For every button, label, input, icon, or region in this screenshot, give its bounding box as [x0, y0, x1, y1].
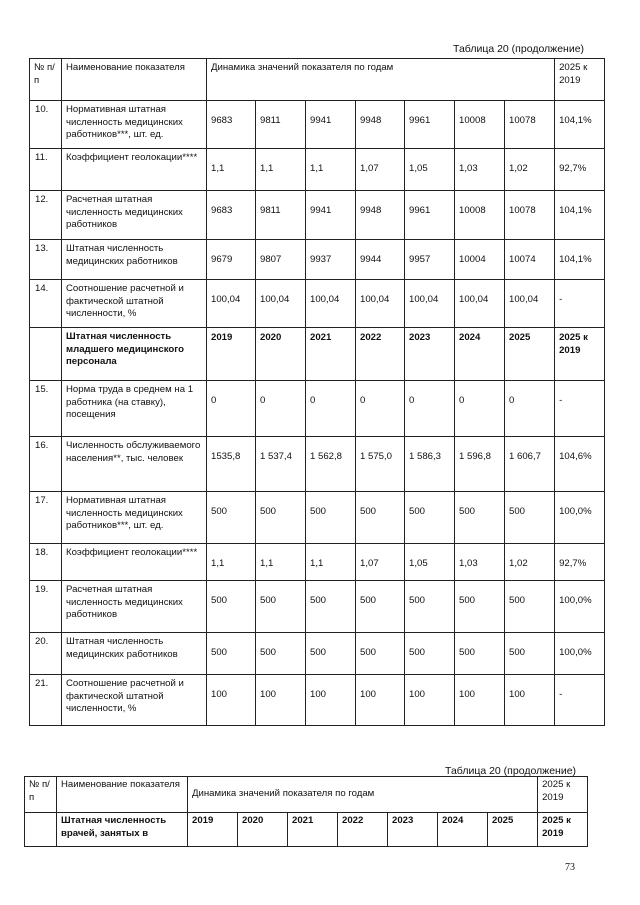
row-value: 9683: [207, 101, 256, 149]
row-ratio: 100,0%: [555, 633, 605, 675]
row-value: 9961: [405, 191, 455, 240]
ratio-header: 2025 к 2019: [555, 328, 605, 381]
row-value: 1 575,0: [356, 437, 405, 492]
row-index: 19.: [30, 581, 62, 633]
year-header: 2020: [256, 328, 306, 381]
row-value: 500: [455, 492, 505, 544]
row-index: 17.: [30, 492, 62, 544]
year-header: 2023: [405, 328, 455, 381]
row-value: 1,1: [306, 544, 356, 581]
row-value: 100,04: [207, 280, 256, 328]
row-index: [25, 813, 57, 847]
row-ratio: -: [555, 675, 605, 726]
year-header: 2024: [438, 813, 488, 847]
row-value: 500: [455, 581, 505, 633]
year-header: 2025: [505, 328, 555, 381]
row-value: 100: [306, 675, 356, 726]
row-value: 1,1: [256, 149, 306, 191]
page-number: 73: [565, 862, 575, 873]
row-name: Нормативная штатная численность медицинских работников***, шт. ед.: [62, 492, 207, 544]
row-value: 1,1: [207, 544, 256, 581]
row-value: 9811: [256, 101, 306, 149]
year-header: 2019: [188, 813, 238, 847]
row-value: 1,02: [505, 149, 555, 191]
row-value: 10008: [455, 191, 505, 240]
row-value: 9811: [256, 191, 306, 240]
row-value: 0: [356, 381, 405, 437]
table-row: [30, 149, 605, 191]
row-value: 10078: [505, 191, 555, 240]
row-name: Соотношение расчетной и фактической штатной численности, %: [62, 675, 207, 726]
row-name: Расчетная штатная численность медицинских работников: [62, 191, 207, 240]
row-value: 0: [505, 381, 555, 437]
table-row: [30, 492, 605, 544]
row-ratio: -: [555, 280, 605, 328]
table-row: [30, 544, 605, 581]
row-value: 1,1: [207, 149, 256, 191]
row-ratio: 92,7%: [555, 544, 605, 581]
row-name: Расчетная штатная численность медицинских работников: [62, 581, 207, 633]
table-row: [30, 633, 605, 675]
year-header: 2021: [288, 813, 338, 847]
row-value: 1,03: [455, 149, 505, 191]
year-header: 2022: [356, 328, 405, 381]
row-ratio: 104,1%: [555, 240, 605, 280]
row-value: 100: [356, 675, 405, 726]
header-dynamics: Динамика значений показателя по годам: [207, 59, 555, 101]
row-index: 15.: [30, 381, 62, 437]
row-value: 500: [455, 633, 505, 675]
row-value: 1 596,8: [455, 437, 505, 492]
table-row: [30, 675, 605, 726]
header-num: № п/п: [25, 777, 57, 813]
row-value: 1,05: [405, 149, 455, 191]
table-row: [30, 437, 605, 492]
row-ratio: 92,7%: [555, 149, 605, 191]
row-index: 11.: [30, 149, 62, 191]
row-value: 100: [405, 675, 455, 726]
row-value: 500: [306, 492, 356, 544]
row-value: 1,07: [356, 149, 405, 191]
row-value: 0: [405, 381, 455, 437]
row-value: 1,03: [455, 544, 505, 581]
row-value: 500: [505, 581, 555, 633]
row-value: 500: [207, 492, 256, 544]
row-value: 500: [356, 581, 405, 633]
ratio-header: 2025 к 2019: [538, 813, 588, 847]
row-value: 0: [207, 381, 256, 437]
row-value: 10008: [455, 101, 505, 149]
row-name: Численность обслуживаемого населения**, тыс. человек: [62, 437, 207, 492]
row-name: Соотношение расчетной и фактической штатной численности, %: [62, 280, 207, 328]
header-ratio: 2025 к 2019: [555, 59, 605, 101]
row-ratio: 100,0%: [555, 492, 605, 544]
header-name: Наименование показателя: [57, 777, 188, 813]
row-name: Коэффициент геолокации****: [62, 544, 207, 581]
header-ratio: 2025 к 2019: [538, 777, 588, 813]
row-value: 1 586,3: [405, 437, 455, 492]
row-value: 0: [256, 381, 306, 437]
row-name: Нормативная штатная численность медицинских работников***, шт. ед.: [62, 101, 207, 149]
row-value: 10074: [505, 240, 555, 280]
row-ratio: 104,1%: [555, 101, 605, 149]
row-value: 1535,8: [207, 437, 256, 492]
table-header-row: [25, 777, 588, 813]
row-value: 9941: [306, 101, 356, 149]
row-value: 9948: [356, 191, 405, 240]
row-value: 9961: [405, 101, 455, 149]
row-value: 100,04: [405, 280, 455, 328]
table-row: [30, 381, 605, 437]
row-index: 21.: [30, 675, 62, 726]
row-value: 500: [356, 633, 405, 675]
row-value: 1,02: [505, 544, 555, 581]
row-value: 9683: [207, 191, 256, 240]
year-header: 2021: [306, 328, 356, 381]
row-name: Коэффициент геолокации****: [62, 149, 207, 191]
row-value: 10078: [505, 101, 555, 149]
section-title: Штатная численность младшего медицинского персонала: [62, 328, 207, 381]
table-header-row: [30, 59, 605, 101]
row-value: 1,05: [405, 544, 455, 581]
section-row: [25, 813, 588, 847]
row-index: 13.: [30, 240, 62, 280]
year-header: 2024: [455, 328, 505, 381]
table-row: [30, 191, 605, 240]
row-value: 100: [505, 675, 555, 726]
row-index: 18.: [30, 544, 62, 581]
row-value: 0: [306, 381, 356, 437]
row-name: Штатная численность медицинских работников: [62, 633, 207, 675]
row-value: 100,04: [356, 280, 405, 328]
row-name: Норма труда в среднем на 1 работника (на ставку), посещения: [62, 381, 207, 437]
row-index: [30, 328, 62, 381]
row-value: 9679: [207, 240, 256, 280]
row-value: 1,1: [306, 149, 356, 191]
row-index: 16.: [30, 437, 62, 492]
row-value: 100: [256, 675, 306, 726]
header-num: № п/п: [30, 59, 62, 101]
table-caption: Таблица 20 (продолжение): [445, 765, 577, 777]
row-value: 100,04: [256, 280, 306, 328]
header-dynamics: Динамика значений показателя по годам: [188, 777, 538, 813]
row-value: 100: [207, 675, 256, 726]
row-value: 500: [256, 581, 306, 633]
row-value: 500: [405, 581, 455, 633]
row-value: 500: [256, 492, 306, 544]
row-value: 9948: [356, 101, 405, 149]
year-header: 2022: [338, 813, 388, 847]
row-value: 100,04: [306, 280, 356, 328]
indicator-table: [29, 58, 605, 726]
row-value: 9957: [405, 240, 455, 280]
row-value: 1,1: [256, 544, 306, 581]
row-value: 100: [455, 675, 505, 726]
row-ratio: 100,0%: [555, 581, 605, 633]
table-row: [30, 581, 605, 633]
row-value: 1,07: [356, 544, 405, 581]
year-header: 2025: [488, 813, 538, 847]
row-index: 14.: [30, 280, 62, 328]
row-ratio: -: [555, 381, 605, 437]
row-ratio: 104,1%: [555, 191, 605, 240]
row-value: 500: [256, 633, 306, 675]
row-value: 500: [207, 633, 256, 675]
row-value: 9944: [356, 240, 405, 280]
row-value: 500: [405, 492, 455, 544]
row-value: 10004: [455, 240, 505, 280]
indicator-table-continued: [24, 776, 588, 847]
row-value: 500: [306, 633, 356, 675]
row-value: 500: [207, 581, 256, 633]
row-value: 100,04: [455, 280, 505, 328]
row-index: 20.: [30, 633, 62, 675]
row-value: 9937: [306, 240, 356, 280]
table-caption: Таблица 20 (продолжение): [453, 43, 585, 55]
row-value: 500: [356, 492, 405, 544]
row-value: 9807: [256, 240, 306, 280]
row-index: 10.: [30, 101, 62, 149]
table-row: [30, 101, 605, 149]
row-name: Штатная численность медицинских работников: [62, 240, 207, 280]
year-header: 2023: [388, 813, 438, 847]
row-value: 1 606,7: [505, 437, 555, 492]
row-value: 100,04: [505, 280, 555, 328]
section-row: [30, 328, 605, 381]
row-value: 500: [405, 633, 455, 675]
row-value: 1 562,8: [306, 437, 356, 492]
row-value: 1 537,4: [256, 437, 306, 492]
header-name: Наименование показателя: [62, 59, 207, 101]
row-value: 500: [306, 581, 356, 633]
row-value: 0: [455, 381, 505, 437]
year-header: 2019: [207, 328, 256, 381]
section-title: Штатная численность врачей, занятых в: [57, 813, 188, 847]
row-ratio: 104,6%: [555, 437, 605, 492]
table-row: [30, 240, 605, 280]
row-index: 12.: [30, 191, 62, 240]
row-value: 9941: [306, 191, 356, 240]
year-header: 2020: [238, 813, 288, 847]
row-value: 500: [505, 633, 555, 675]
row-value: 500: [505, 492, 555, 544]
table-row: [30, 280, 605, 328]
